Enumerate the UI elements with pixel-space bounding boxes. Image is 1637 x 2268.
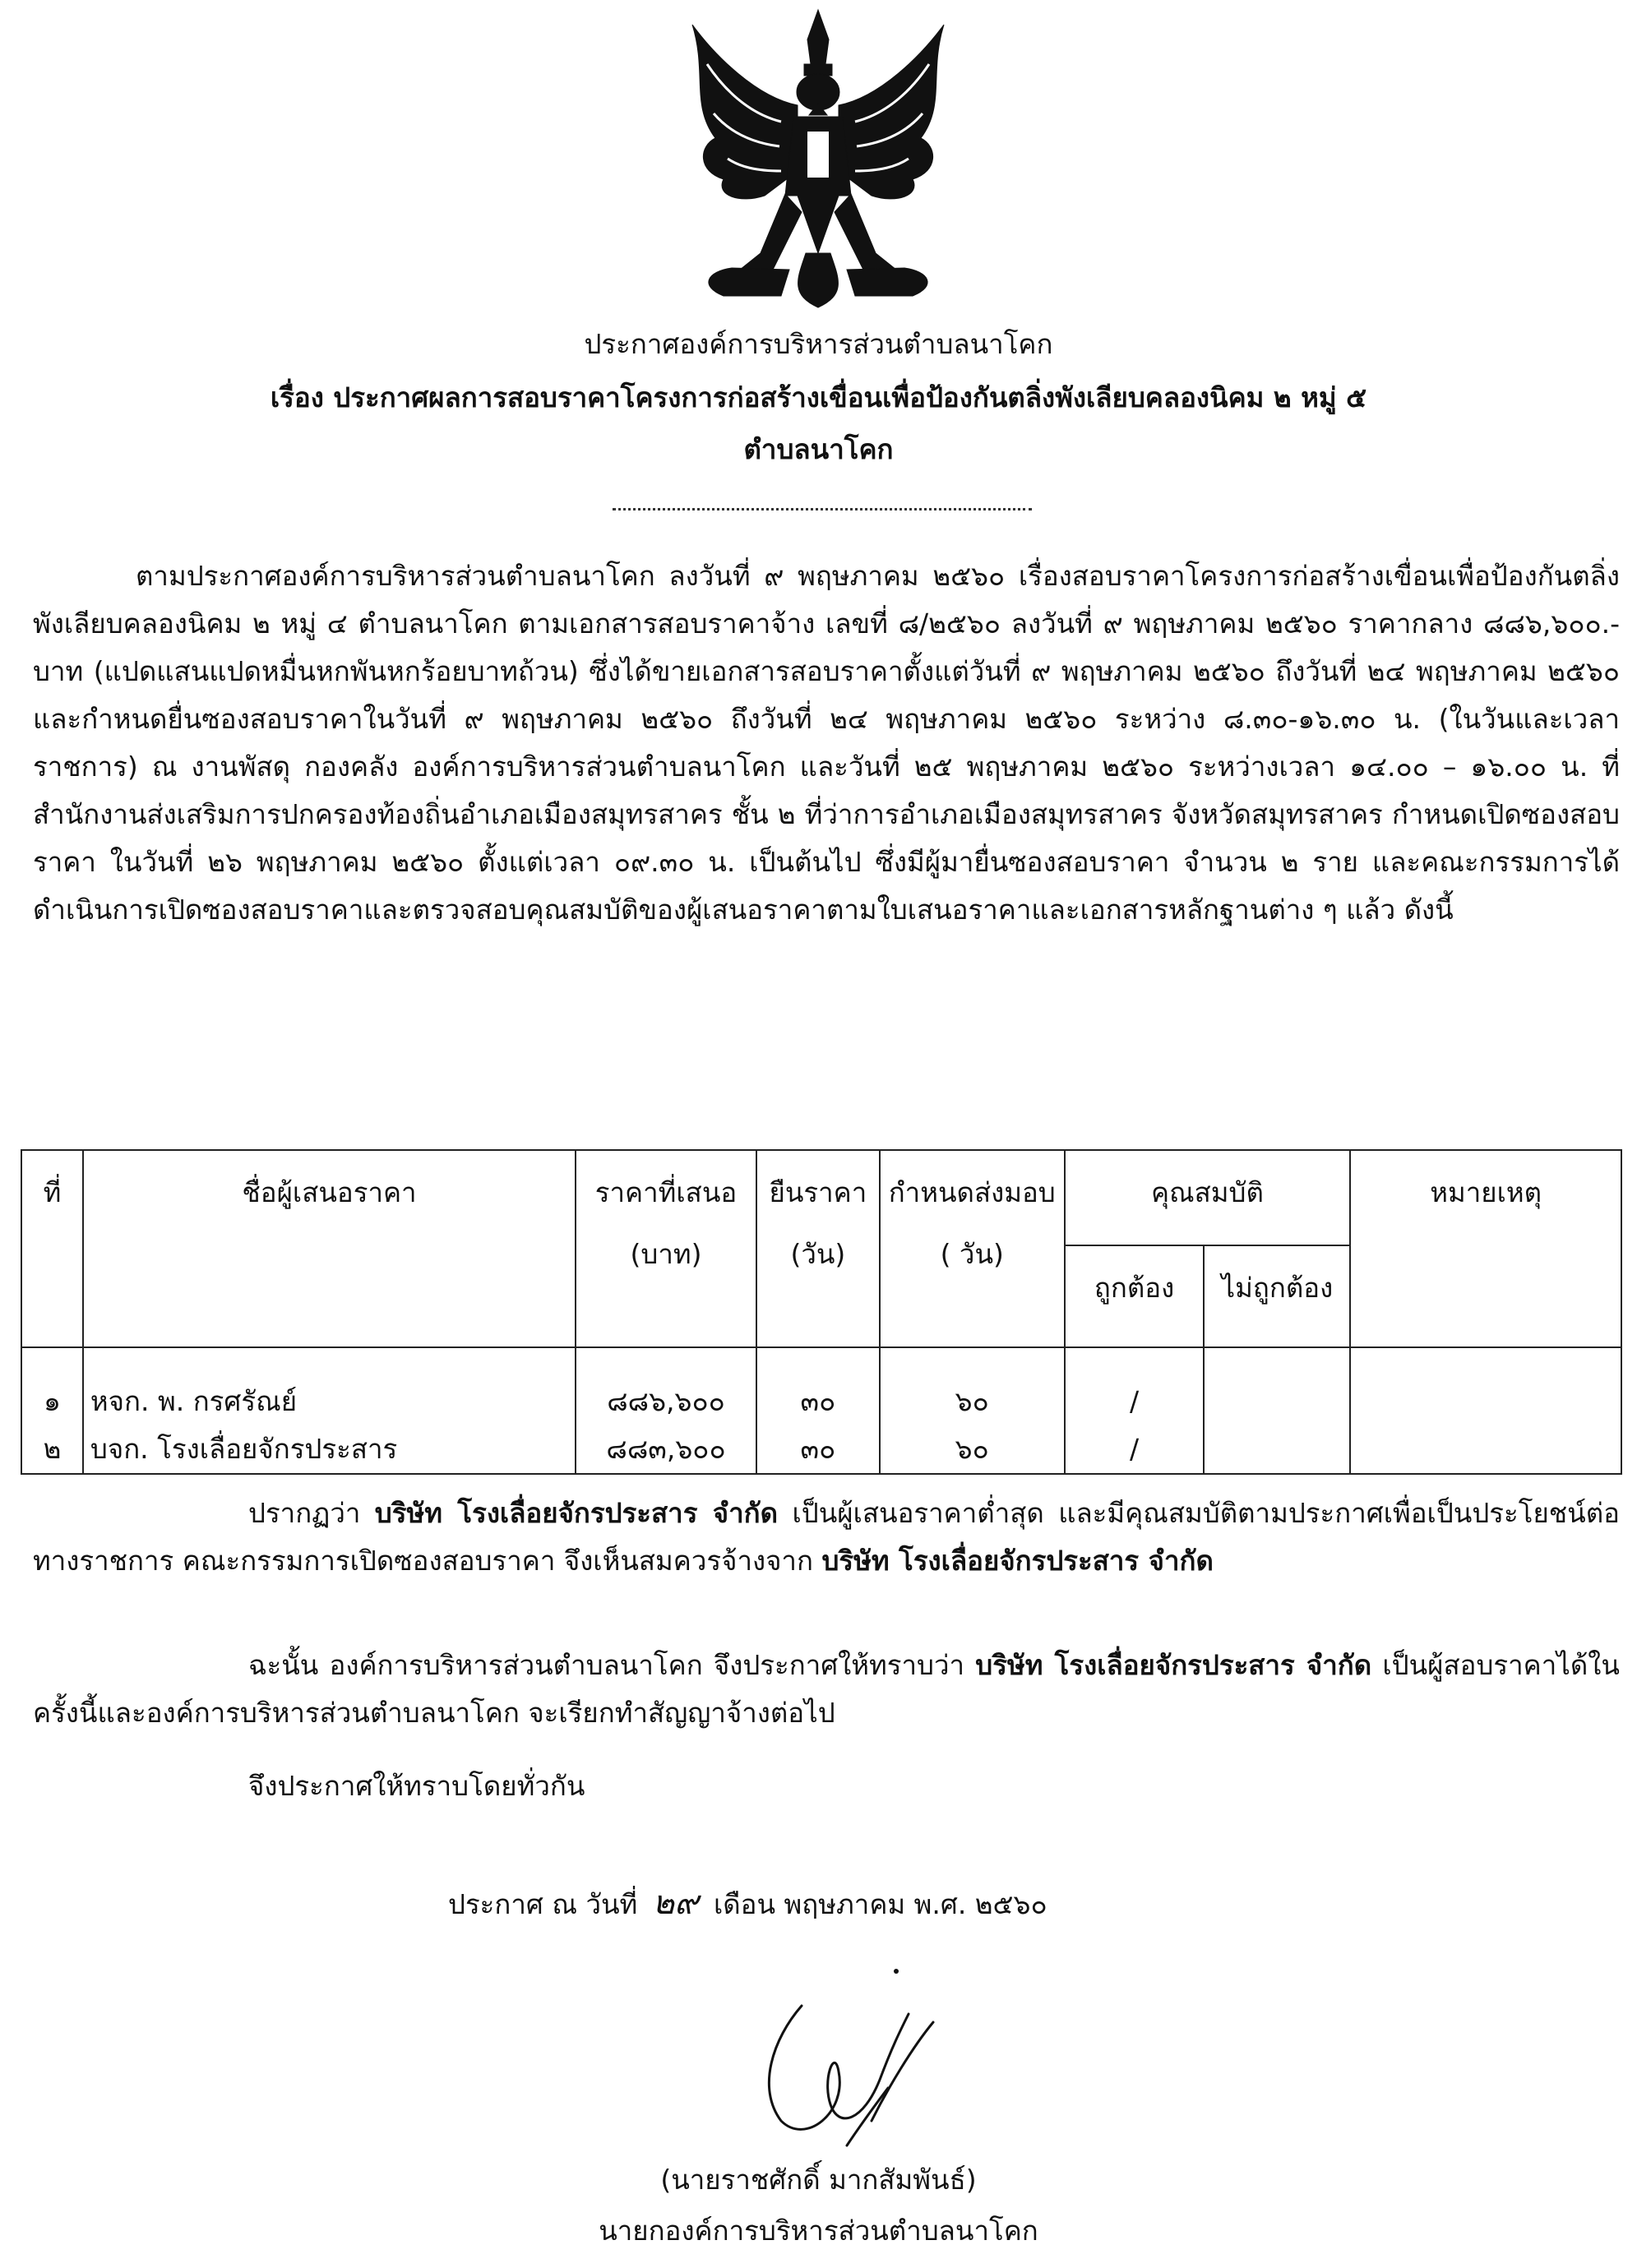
result-pre: ปรากฏว่า (248, 1497, 375, 1529)
col-price (576, 1347, 756, 1474)
col-remarks (1350, 1347, 1621, 1474)
signer-name: (นายราชศักดิ์ มากสัมพันธ์) (660, 2164, 977, 2196)
subject-title: เรื่อง ประกาศผลการสอบราคาโครงการก่อสร้างเขื่อนเพื่อป้องกันตลิ่งพังเลียบคลองนิคม ๒ หมู่ ๕ (270, 381, 1367, 413)
dotted-divider (613, 508, 1032, 510)
row-no: ๑ (43, 1385, 61, 1417)
row-bidder: บจก. โรงเลื่อยจักรประสาร (90, 1433, 398, 1465)
header-bidder: ชื่อผู้เสนอราคา (83, 1150, 576, 1347)
date-post: เดือน พฤษภาคม พ.ศ. ๒๕๖๐ (713, 1888, 1047, 1920)
header-validity (756, 1150, 880, 1347)
header-qualified: ถูกต้อง (1065, 1245, 1205, 1347)
announcement-date (448, 1876, 1047, 1928)
agency-title: ประกาศองค์การบริหารส่วนตำบลนาโคก (584, 328, 1053, 360)
header-remarks: หมายเหตุ (1350, 1150, 1621, 1347)
result-mid: เป็นผู้เสนอราคาต่ำสุด และมีคุณสมบัติตามประกาศเพื่อเป็นประโยชน์ต่อทางราชการ คณะกรรมการเปิดซองสอบราคา จึงเห็นสมควรจ้างจาก (33, 1497, 1620, 1577)
table-body (21, 1347, 1621, 1474)
date-pre: ประกาศ ณ วันที่ (448, 1888, 638, 1920)
closing-line: จึงประกาศให้ทราบโดยทั่วกัน (248, 1770, 585, 1802)
col-not-qualified (1204, 1347, 1350, 1474)
header-not-qualified: ไม่ถูกต้อง (1204, 1245, 1350, 1347)
row-no: ๒ (43, 1433, 62, 1465)
col-delivery (880, 1347, 1065, 1474)
row-price: ๘๘๖,๖๐๐ (607, 1385, 725, 1417)
row-price: ๘๘๓,๖๐๐ (606, 1433, 726, 1465)
bid-results-table (21, 1149, 1622, 1475)
row-qualified-mark: / (1129, 1433, 1140, 1465)
col-qualified (1065, 1347, 1205, 1474)
announce-post: เป็นผู้สอบราคาได้ในครั้งนี้และองค์การบริหารส่วนตำบลนาโคก จะเรียกทำสัญญาจ้างต่อไป (33, 1649, 1620, 1729)
signer-position: นายกองค์การบริหารส่วนตำบลนาโคก (599, 2215, 1038, 2247)
header-validity-label: ยืนราคา (769, 1176, 867, 1208)
col-bidder (83, 1347, 576, 1474)
intro-paragraph: ตามประกาศองค์การบริหารส่วนตำบลนาโคก ลงวันที่ ๙ พฤษภาคม ๒๕๖๐ เรื่องสอบราคาโครงการก่อสร้างเขื่อนเพื่อป้องกันตลิ่งพังเลียบคลองนิคม ๒ หมู่ ๔ ตำบลนาโคก ตามเอกสารสอบราคาจ้าง เลขที่ ๘/๒๕๖๐ ลงวันที่ ๙ พฤษภาคม ๒๕๖๐ ราคากลาง ๘๘๖,๖๐๐.- บาท (แปดแสนแปดหมื่นหกพันหกร้อยบาทถ้วน) ซึ่งได้ขายเอกสารสอบราคาตั้งแต่วันที่ ๙ พฤษภาคม ๒๕๖๐ ถึงวันที่ ๒๔ พฤษภาคม ๒๕๖๐ และกำหนดยื่นซองสอบราคาในวันที่ ๙ พฤษภาคม ๒๕๖๐ ถึงวันที่ ๒๔ พฤษภาคม ๒๕๖๐ ระหว่าง ๘.๓๐-๑๖.๓๐ น. (ในวันและเวลาราชการ) ณ งานพัสดุ กองคลัง องค์การบริหารส่วนตำบลนาโคก และวันที่ ๒๕ พฤษภาคม ๒๕๖๐ ระหว่างเวลา ๑๔.๐๐ – ๑๖.๐๐ น. ที่สำนักงานส่งเสริมการปกครองท้องถิ่นอำเภอเมืองสมุทรสาคร ชั้น ๒ ที่ว่าการอำเภอเมืองสมุทรสาคร จังหวัดสมุทรสาคร กำหนดเปิดซองสอบราคา ในวันที่ ๒๖ พฤษภาคม ๒๕๖๐ ตั้งแต่เวลา ๐๙.๓๐ น. เป็นต้นไป ซึ่งมีผู้มายื่นซองสอบราคา จำนวน ๒ ราย และคณะกรรมการได้ดำเนินการเปิดซองสอบราคาและตรวจสอบคุณสมบัติของผู้เสนอราคาตามใบเสนอราคาและเอกสารหลักฐานต่าง ๆ แล้ว ดังนี้ (33, 560, 1620, 926)
header-no: ที่ (21, 1150, 83, 1347)
winner-company-3: บริษัท โรงเลื่อยจักรประสาร จำกัด (975, 1649, 1372, 1681)
header-validity-unit: (วัน) (790, 1238, 846, 1270)
subject-title-line2: ตำบลนาโคก (743, 433, 894, 465)
announce-paragraph (33, 1642, 1620, 1737)
announce-pre: ฉะนั้น องค์การบริหารส่วนตำบลนาโคก จึงประกาศให้ทราบว่า (248, 1649, 976, 1681)
col-no (21, 1347, 83, 1474)
table-header-row (21, 1150, 1621, 1245)
header-price (576, 1150, 756, 1347)
header-delivery (880, 1150, 1065, 1347)
row-qualified-mark: / (1129, 1385, 1140, 1417)
row-validity: ๓๐ (800, 1433, 836, 1465)
header-price-unit: (บาท) (630, 1238, 702, 1270)
date-day: ๒๙ (652, 1884, 699, 1922)
col-validity (756, 1347, 880, 1474)
row-delivery: ๖๐ (955, 1433, 989, 1465)
winner-company: บริษัท โรงเลื่อยจักรประสาร จำกัด (374, 1497, 779, 1529)
header-qualification: คุณสมบัติ (1065, 1150, 1351, 1245)
header-price-label: ราคาที่เสนอ (594, 1176, 738, 1208)
header-delivery-label: กำหนดส่งมอบ (888, 1176, 1056, 1208)
winner-company-2: บริษัท โรงเลื่อยจักรประสาร จำกัด (821, 1545, 1214, 1577)
row-validity: ๓๐ (800, 1385, 836, 1417)
row-delivery: ๖๐ (955, 1385, 989, 1417)
result-paragraph (33, 1490, 1620, 1585)
row-bidder: หจก. พ. กรศรัณย์ (90, 1385, 298, 1417)
garuda-emblem-icon (682, 7, 954, 312)
header-delivery-unit: ( วัน) (940, 1238, 1004, 1270)
handwritten-signature-icon (724, 1956, 970, 2154)
